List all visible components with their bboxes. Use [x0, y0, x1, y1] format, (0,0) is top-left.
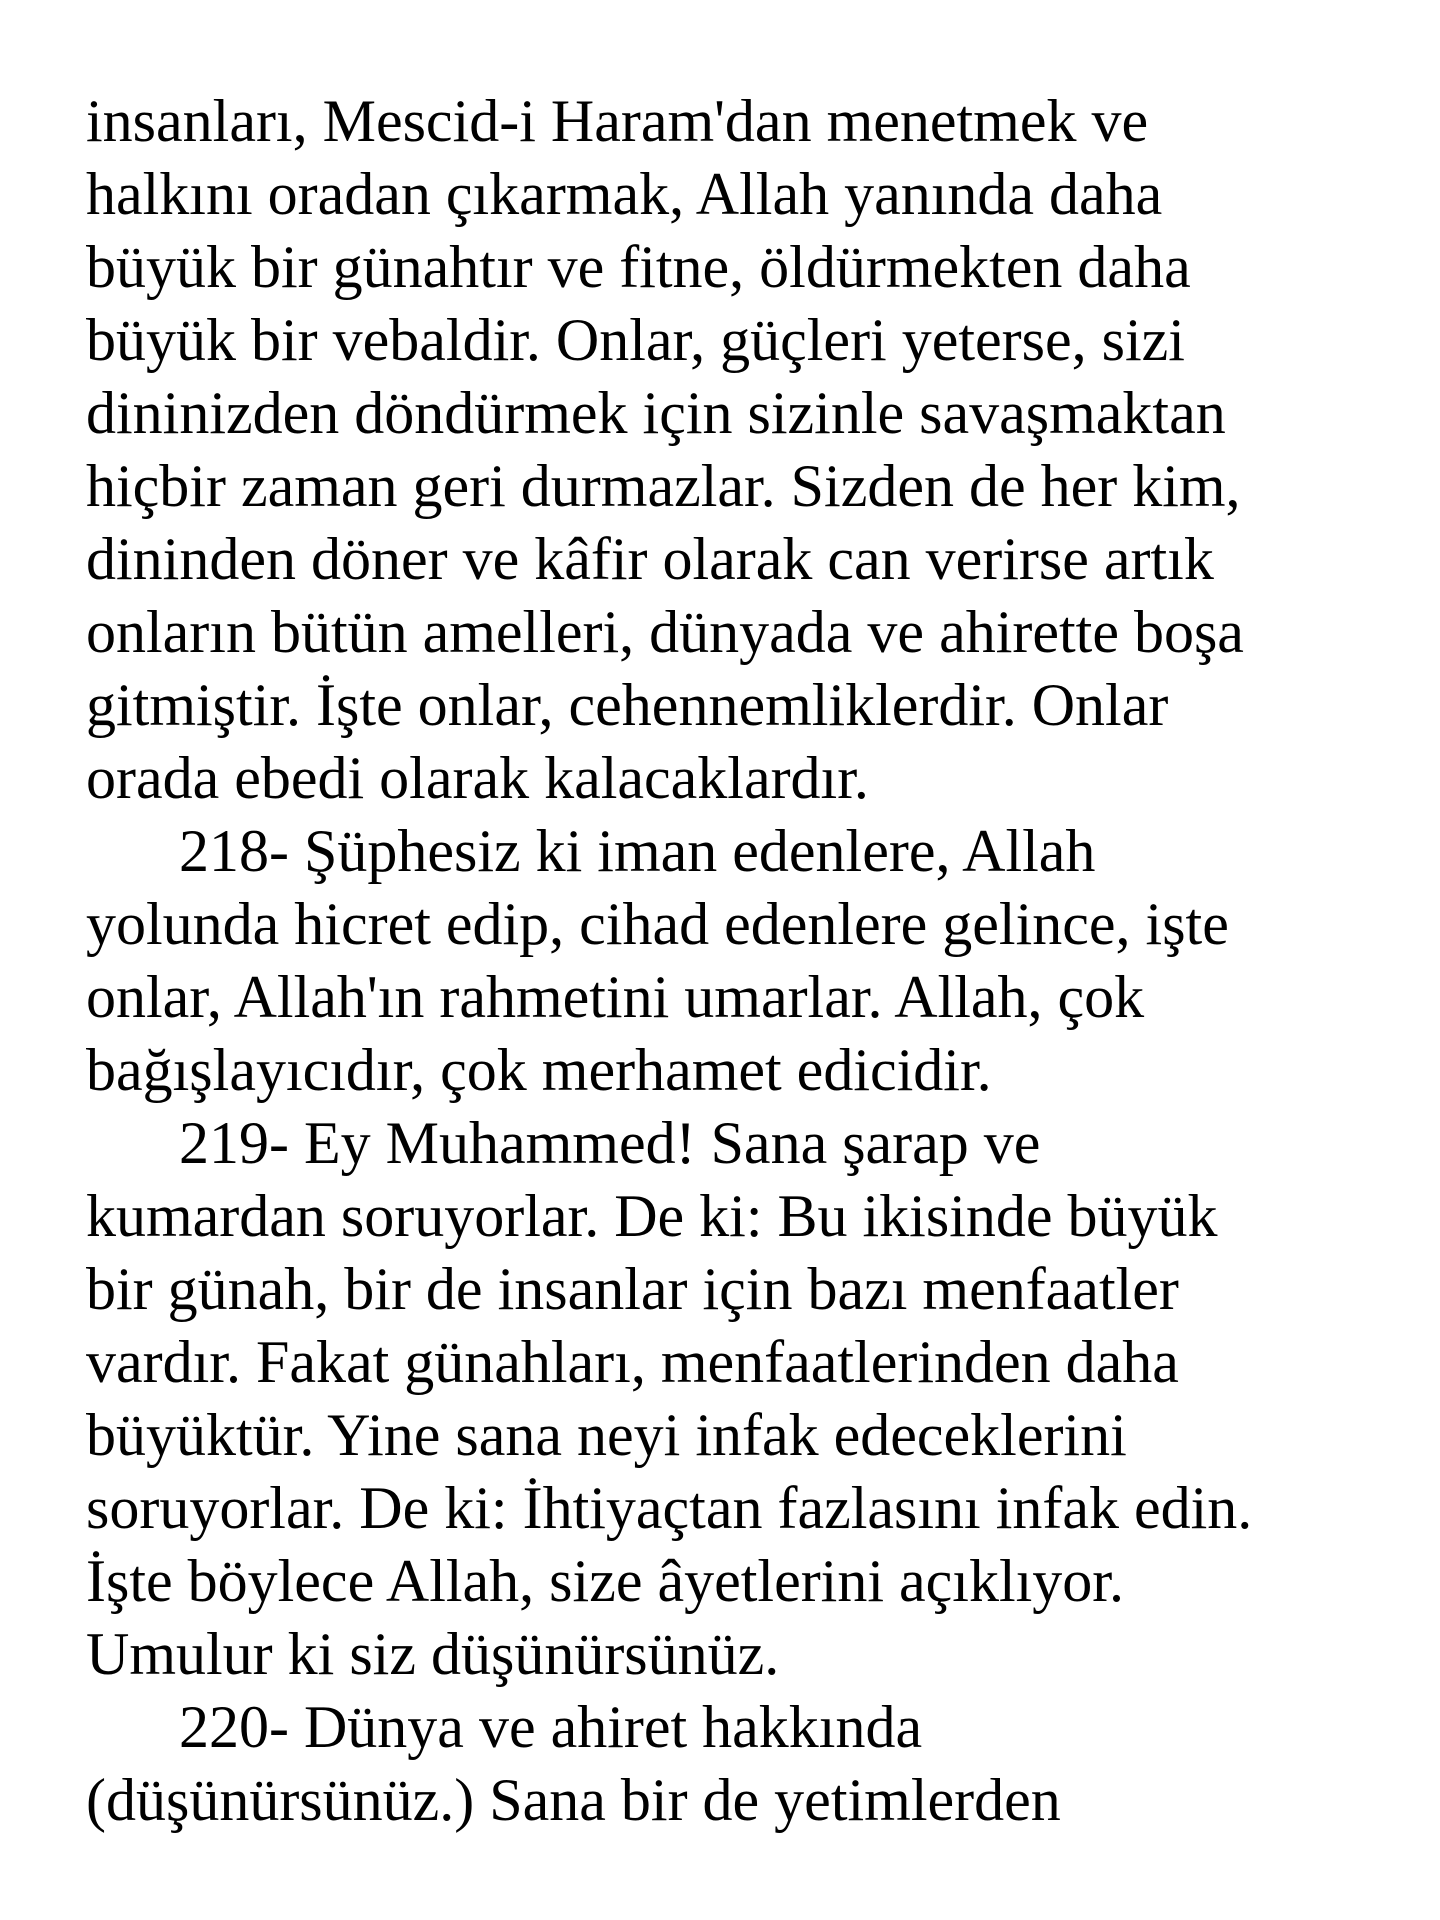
- text-line: insanları, Mescid-i Haram'dan menetmek ve: [86, 88, 1149, 154]
- text-line: soruyorlar. De ki: İhtiyaçtan fazlasını infak edin.: [86, 1475, 1253, 1541]
- verse-220-start: 220- Dünya ve ahiret hakkında: [179, 1694, 923, 1760]
- text-line: (düşünürsünüz.) Sana bir de yetimlerden: [86, 1767, 1061, 1833]
- text-line: bir günah, bir de insanlar için bazı menfaatler: [86, 1256, 1179, 1322]
- document-page: [86, 85, 1406, 1837]
- text-line: onların bütün amelleri, dünyada ve ahirette boşa: [86, 599, 1244, 665]
- text-line: hiçbir zaman geri durmazlar. Sizden de her kim,: [86, 453, 1241, 519]
- text-line: büyüktür. Yine sana neyi infak edeceklerini: [86, 1402, 1127, 1468]
- text-line: Umulur ki siz düşünürsünüz.: [86, 1621, 780, 1687]
- text-line: kumardan soruyorlar. De ki: Bu ikisinde büyük: [86, 1183, 1218, 1249]
- text-line: onlar, Allah'ın rahmetini umarlar. Allah, çok: [86, 964, 1145, 1030]
- text-line: İşte böylece Allah, size âyetlerini açıklıyor.: [86, 1548, 1124, 1614]
- verse-219-start: 219- Ey Muhammed! Sana şarap ve: [179, 1110, 1041, 1176]
- text-line: gitmiştir. İşte onlar, cehennemliklerdir. Onlar: [86, 672, 1169, 738]
- text-line: dininizden döndürmek için sizinle savaşmaktan: [86, 380, 1226, 446]
- text-line: vardır. Fakat günahları, menfaatlerinden daha: [86, 1329, 1179, 1395]
- text-line: orada ebedi olarak kalacaklardır.: [86, 745, 869, 811]
- verse-218-start: 218- Şüphesiz ki iman edenlere, Allah: [179, 818, 1096, 884]
- text-line: bağışlayıcıdır, çok merhamet edicidir.: [86, 1037, 992, 1103]
- text-line: büyük bir vebaldir. Onlar, güçleri yeterse, sizi: [86, 307, 1185, 373]
- text-line: dininden döner ve kâfir olarak can verirse artık: [86, 526, 1214, 592]
- text-line: yolunda hicret edip, cihad edenlere gelince, işte: [86, 891, 1229, 957]
- text-line: büyük bir günahtır ve fitne, öldürmekten daha: [86, 234, 1191, 300]
- text-line: halkını oradan çıkarmak, Allah yanında daha: [86, 161, 1163, 227]
